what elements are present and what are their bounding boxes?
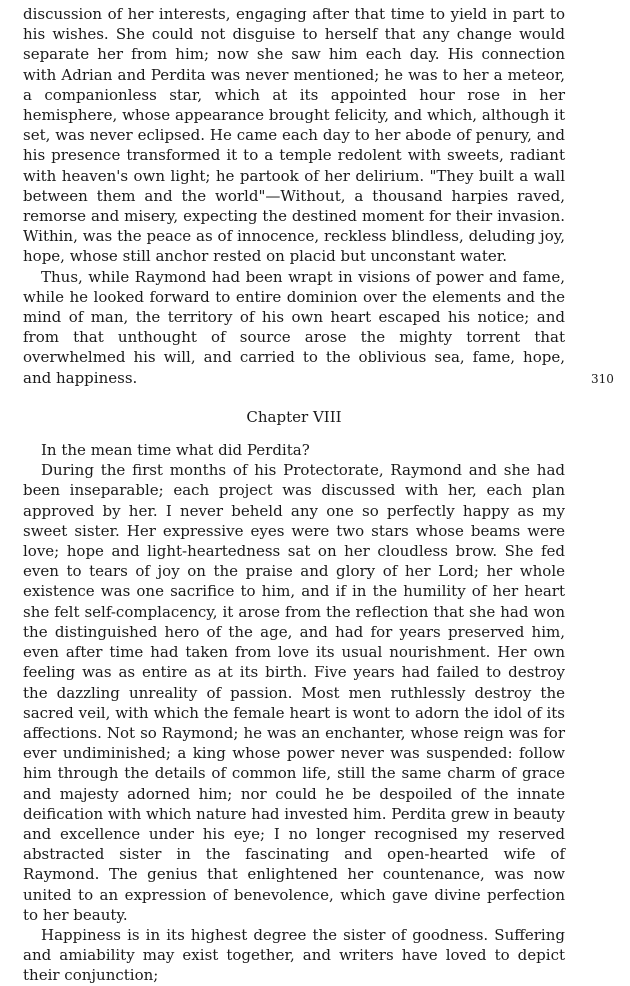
page-number: 310 <box>591 372 614 386</box>
text-column <box>23 4 565 986</box>
paragraph: During the first months of his Protectorate, Raymond and she had been inseparable; each project was discussed with her, each plan approved by her. I never beheld any one so perfectly happy as my sweet sister. Her expressive eyes were two stars whose beams were love; hope and light-heartedness sat on her cloudless brow. She fed even to tears of joy on the praise and glory of her Lord; her whole existence was one sacrifice to him, and if in the humility of her heart she felt self-complacency, it arose from the reflection that she had won the distinguished hero of the age, and had for years preserved him, even after time had taken from love its usual nourishment. Her own feeling was as entire as at its birth. Five years had failed to destroy the dazzling unreality of passion. Most men ruthlessly destroy the sacred veil, with which the female heart is wont to adorn the idol of its affections. Not so Raymond; he was an enchanter, whose reign was for ever undiminished; a king whose power never was suspended: follow him through the details of common life, still the same charm of grace and majesty adorned him; nor could he be despoiled of the innate deification with which nature had invested him. Perdita grew in beauty and excellence under his eye; I no longer recognised my reserved abstracted sister in the fascinating and open-hearted wife of Raymond. The genius that enlightened her countenance, was now united to an expression of benevolence, which gave divine perfection to her beauty. <box>23 461 565 924</box>
chapter-heading: Chapter VIII <box>246 407 342 426</box>
paragraph: Happiness is in its highest degree the sister of goodness. Suffering and amiability may exist together, and writers have loved to depict their conjunction; <box>23 925 565 985</box>
paragraph: discussion of her interests, engaging after that time to yield in part to his wishes. She could not disguise to herself that any change would separate her from him; now she saw him each day. His connection with Adrian and Perdita was never mentioned; he was to her a meteor, a companionless star, which at its appointed hour rose in her hemisphere, whose appearance brought felicity, and which, although it set, was never eclipsed. He came each day to her abode of penury, and his presence transformed it to a temple redolent with sweets, radiant with heaven's own light; he partook of her delirium. "They built a wall between them and the world"—Without, a thousand harpies raved, remorse and misery, expecting the destined moment for their invasion. Within, was the peace as of innocence, reckless blindless, deluding joy, hope, whose still anchor rested on placid but unconstant water. <box>23 5 565 266</box>
paragraph: Thus, while Raymond had been wrapt in visions of power and fame, while he looked forward to entire dominion over the elements and the mind of man, the territory of his own heart escaped his notice; and from that unthought of source arose the mighty torrent that overwhelmed his will, and carried to the oblivious sea, fame, hope, and happiness. <box>23 267 565 387</box>
paragraph: In the mean time what did Perdita? <box>41 441 310 460</box>
